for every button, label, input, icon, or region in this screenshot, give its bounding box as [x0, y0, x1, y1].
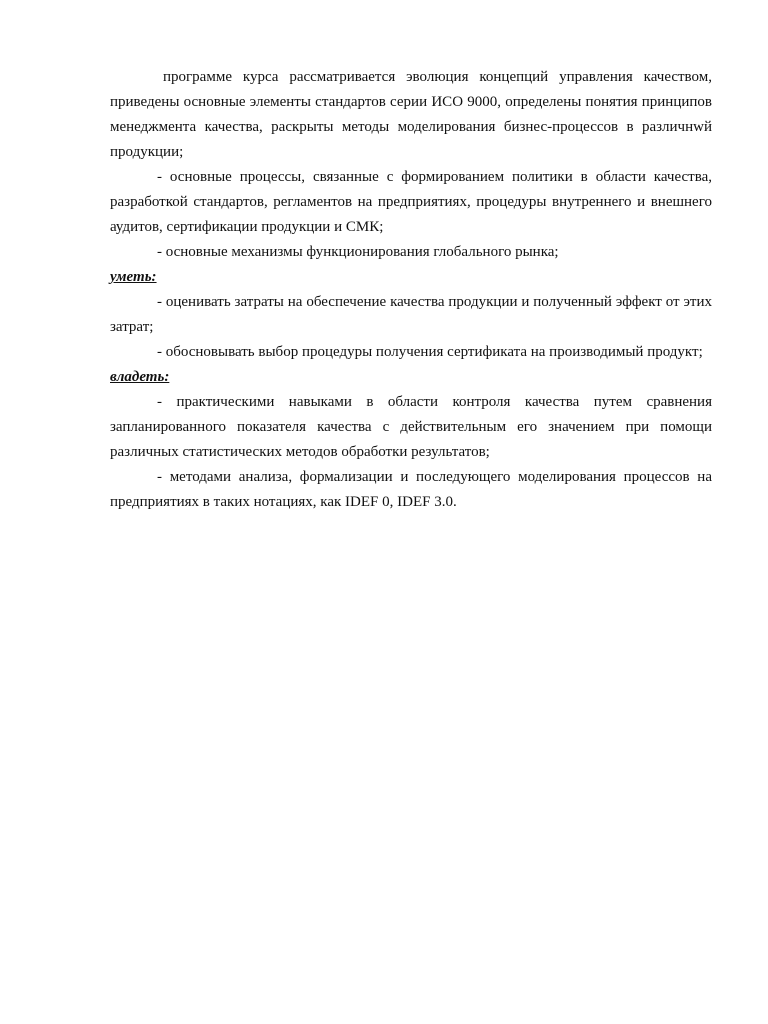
- document-page: [110, 65, 712, 515]
- skills-heading: уметь:: [110, 269, 157, 285]
- skills-item: - обосновывать выбор процедуры получения сертификата на производимый продукт;: [157, 344, 703, 360]
- mastery-item: - методами анализа, формализации и последующего моделирования процессов на предприятиях в таких нотациях, как IDEF 0, IDEF 3.0.: [110, 469, 712, 510]
- know-item: - основные механизмы функционирования глобального рынка;: [157, 244, 559, 260]
- mastery-heading: владеть:: [110, 369, 170, 385]
- skills-item: - оценивать затраты на обеспечение качества продукции и полученный эффект от этих затрат;: [110, 294, 712, 335]
- mastery-item: - практическими навыками в области контроля качества путем сравнения запланированного показателя качества с действительным его значением при помощи различных статистических методов обработки результатов;: [110, 394, 712, 460]
- know-item: - основные процессы, связанные с формированием политики в области качества, разработкой стандартов, регламентов на предприятиях, процедуры внутреннего и внешнего аудитов, сертификации продукции и СМК;: [110, 169, 712, 235]
- intro-paragraph: программе курса рассматривается эволюция концепций управления качеством, приведены основные элементы стандартов серии ИСО 9000, определены понятия принципов менеджмента качества, раскрыты методы моделирования бизнес-процессов в различнwй продукции;: [110, 69, 712, 160]
